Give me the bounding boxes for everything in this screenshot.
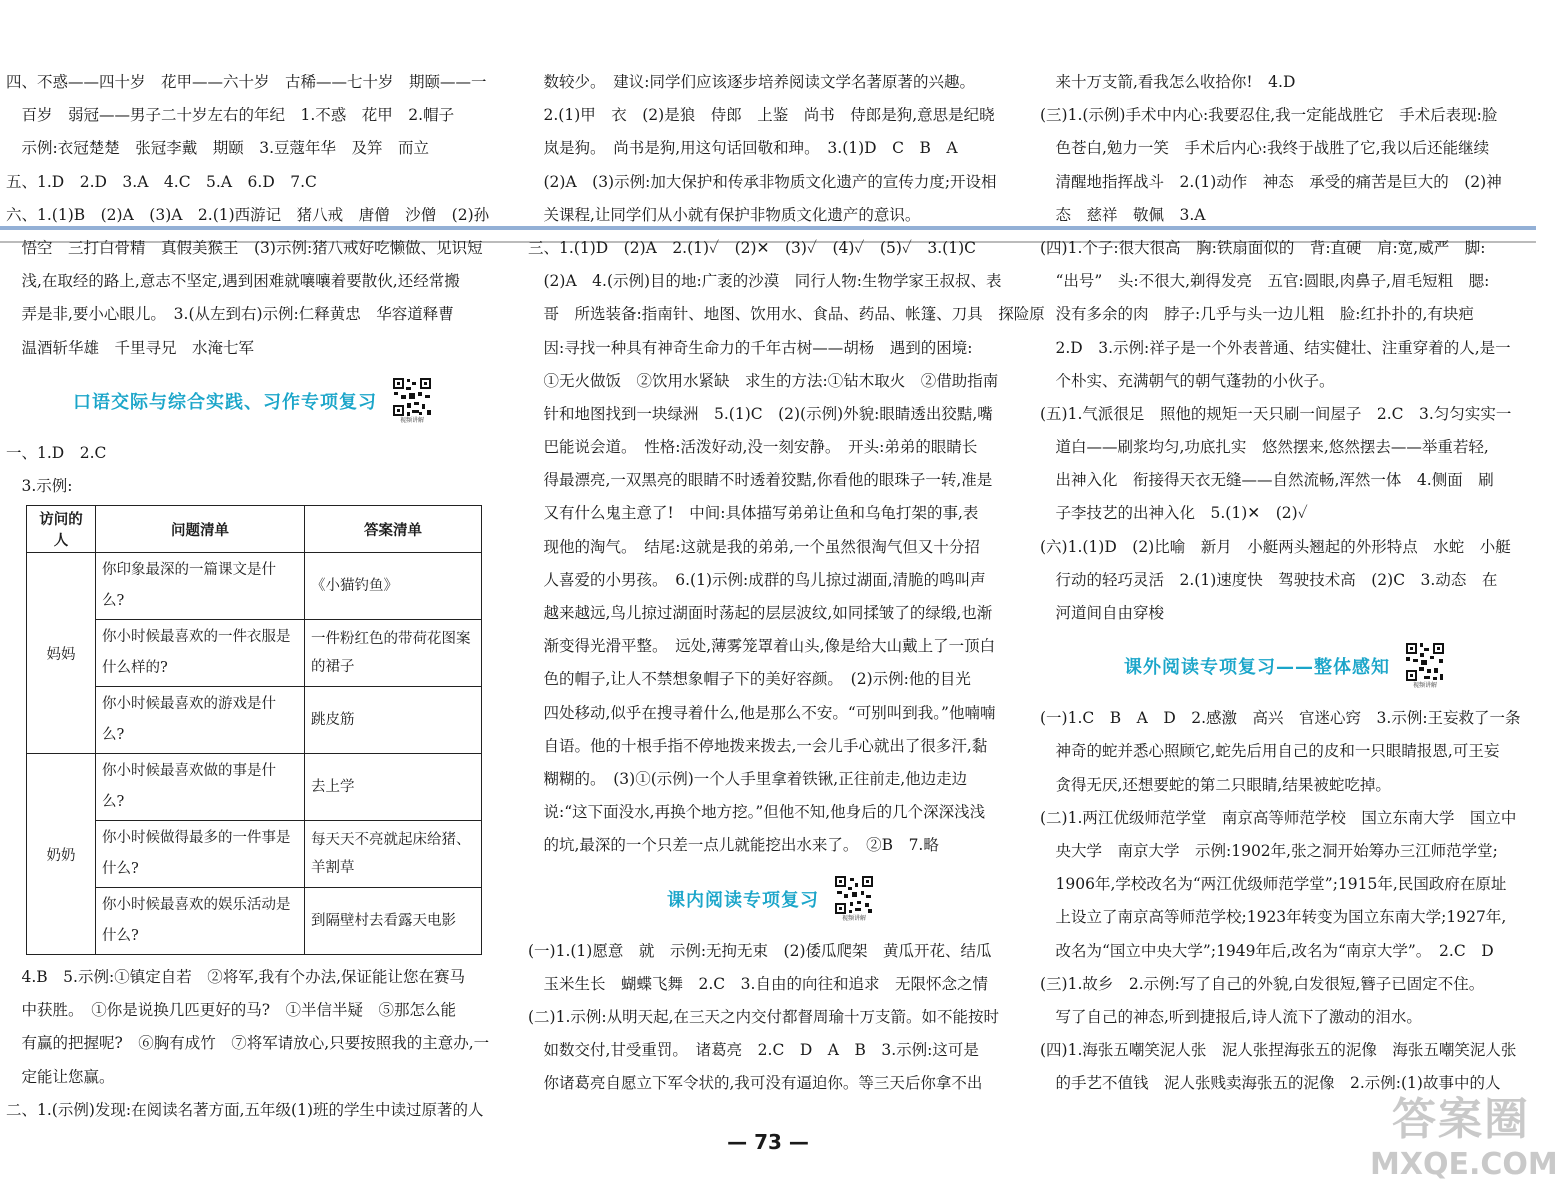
text-line: 数较少。 建议:同学们应该逐步培养阅读文学名著原著的兴趣。 [528, 73, 975, 91]
qr-caption: 视频讲解 [1412, 682, 1437, 690]
text-line: 有赢的把握呢? ⑥胸有成竹 ⑦将军请放心,只要按照我的主意办,一 [6, 1034, 490, 1053]
column-middle [528, 66, 1045, 1100]
text-line: 五、1.D 2.D 3.A 4.C 5.A 6.D 7.C [6, 172, 317, 191]
text-line: 岚是狗。 尚书是狗,用这句话回敬和珅。 3.(1)D C B A [528, 139, 958, 158]
text-line: (一)1.C B A D 2.感激 高兴 官迷心窍 3.示例:王妄救了一条 [1040, 709, 1521, 728]
text-line: 说:“这下面没水,再换个地方挖。”但他不知,他身后的几个深深浅浅 [528, 803, 986, 822]
text-line: 哥 所选装备:指南针、地图、饮用水、食品、药品、帐篷、刀具 探险原 [528, 305, 1045, 324]
text-line: 道白——刷浆均匀,功底扎实 悠然摆来,悠然摆去——举重若轻, [1040, 438, 1489, 457]
middle-top-block [528, 66, 1045, 863]
column-left [6, 66, 500, 1127]
watermark-url: MXQE.COM [1370, 1147, 1558, 1182]
text-line: 2.(1)甲 衣 (2)是狼 侍郎 上鉴 尚书 侍郎是狗,意思是纪晓 [528, 106, 995, 125]
text-line: 色的帽子,让人不禁想象帽子下的美好容颜。 (2)示例:他的目光 [528, 670, 971, 689]
text-line: (二)1.示例:从明天起,在三天之内交付都督周瑜十万支箭。如不能按时 [528, 1007, 1000, 1026]
text-line: 越来越远,鸟儿掠过湖面时荡起的层层波纹,如同揉皱了的绿缎,也渐 [528, 604, 993, 622]
section-header [528, 863, 1014, 935]
table-header: 问题清单 [96, 506, 305, 553]
text-line: 中获胜。 ①你是说换几匹更好的马? ①半信半疑 ⑤那怎么能 [6, 1001, 457, 1020]
text-line: 现他的淘气。 结尾:这就是我的弟弟,一个虽然很淘气但又十分招 [528, 537, 980, 556]
text-line: 三、1.(1)D (2)A 2.(1)✓ (2)✕ (3)✓ (4)✓ (5)✓ 3.(1)C [528, 238, 976, 257]
middle-bottom-block [528, 935, 1014, 1101]
table-header-row [27, 506, 482, 553]
table-header: 答案清单 [305, 506, 482, 553]
text-line: 写了自己的神态,听到捷报后,诗人流下了激动的泪水。 [1040, 1007, 1422, 1026]
interview-table [26, 505, 482, 955]
text-line: 弄是非,要小心眼儿。 3.(从左到右)示例:仁释黄忠 华容道释曹 [6, 305, 454, 324]
text-line: (2)A (3)示例:加大保护和传承非物质文化遗产的宣传力度;开设相 [528, 172, 997, 191]
text-line: (二)1.两江优级师范学堂 南京高等师范学校 国立东南大学 国立中 [1040, 808, 1517, 827]
right-bottom-block [1040, 702, 1530, 1100]
text-line: 一、1.D 2.C [6, 443, 107, 462]
text-line: 示例:衣冠楚楚 张冠李戴 期颐 3.豆蔻年华 及笄 而立 [6, 139, 430, 158]
text-line: 二、1.(示例)发现:在阅读名著方面,五年级(1)班的学生中读过原著的人 [6, 1100, 484, 1119]
text-line: 定能让您赢。 [6, 1067, 115, 1086]
text-line: 自语。他的十根手指不停地拨来拨去,一会儿手心就出了很多汗,黏 [528, 736, 988, 755]
text-line: 四处移动,似乎在搜寻着什么,他是那么不安。“可别叫到我。”他喃喃 [528, 703, 996, 722]
table-cell-question: 你印象最深的一篇课文是什么? [96, 553, 305, 620]
text-line: 子李技艺的出神入化 5.(1)✕ (2)✓ [1040, 504, 1308, 523]
qr-code-icon[interactable] [1404, 642, 1446, 690]
table-cell-answer: 去上学 [305, 754, 482, 821]
text-line: 温酒斩华雄 千里寻兄 水淹七军 [6, 338, 255, 357]
text-line: 改名为“国立中央大学”;1949年后,改名为“南京大学”。 2.C D [1040, 941, 1494, 960]
text-line: 态 慈祥 敬佩 3.A [1040, 205, 1206, 224]
text-line: 色苍白,勉力一笑 手术后内心:我终于战胜了它,我以后还能继续 [1040, 139, 1490, 158]
section-title: 课外阅读专项复习——整体感知 [1124, 657, 1390, 679]
text-line: 如数交付,甘受重罚。 诸葛亮 2.C D A B 3.示例:这可是 [528, 1041, 979, 1060]
text-line: 贪得无厌,还想要蛇的第二只眼睛,结果被蛇吃掉。 [1040, 775, 1391, 794]
text-line: (三)1.(示例)手术中内心:我要忍住,我一定能战胜它 手术后表现:脸 [1040, 106, 1498, 125]
text-line: 上设立了南京高等师范学校;1923年转变为国立东南大学;1927年, [1040, 908, 1507, 927]
text-line: 2.D 3.示例:祥子是一个外表普通、结实健壮、注重穿着的人,是一 [1040, 338, 1511, 357]
text-line: 玉米生长 蝴蝶飞舞 2.C 3.自由的向往和追求 无限怀念之情 [528, 974, 988, 993]
text-line: 清醒地指挥战斗 2.(1)动作 神态 承受的痛苦是巨大的 (2)神 [1040, 172, 1502, 191]
text-line: 又有什么鬼主意了! 中间:具体描写弟弟让鱼和乌龟打架的事,表 [528, 504, 979, 523]
text-line: 的坑,最深的一个只差一点儿就能挖出水来了。 ②B 7.略 [528, 836, 939, 855]
text-line: “出号” 头:不很大,剃得发亮 五官:圆眼,肉鼻子,眉毛短粗 腮: [1040, 272, 1490, 291]
section-header [6, 365, 500, 437]
table-cell-question: 你小时候最喜欢做的事是什么? [96, 754, 305, 821]
text-line: 行动的轻巧灵活 2.(1)速度快 驾驶技术高 (2)C 3.动态 在 [1040, 570, 1498, 589]
page-number: — 73 — [727, 1130, 809, 1154]
column-right [1040, 66, 1530, 1100]
section-title: 课内阅读专项复习 [667, 889, 819, 911]
section-header [1040, 630, 1530, 702]
text-line: 人喜爱的小男孩。 6.(1)示例:成群的鸟儿掠过湖面,清脆的鸣叫声 [528, 570, 986, 589]
text-line: ①无火做饭 ②饮用水紧缺 求生的方法:①钻木取火 ②借助指南 [528, 371, 999, 390]
table-cell-answer: 跳皮筋 [305, 687, 482, 754]
table-row [27, 553, 482, 620]
table-cell-answer: 到隔壁村去看露天电影 [305, 888, 482, 955]
text-line: (四)1.海张五嘲笑泥人张 泥人张捏海张五的泥像 海张五嘲笑泥人张 [1040, 1041, 1517, 1060]
table-cell-question: 你小时候最喜欢的娱乐活动是什么? [96, 888, 305, 955]
text-line: 3.示例: [6, 476, 73, 495]
table-cell-question: 你小时候最喜欢的一件衣服是什么样的? [96, 620, 305, 687]
text-line: 1906年,学校改名为“两江优级师范学堂”;1915年,民国政府在原址 [1040, 875, 1507, 894]
left-bottom-block [6, 961, 500, 1127]
text-line: 巴能说会道。 性格:活泼好动,没一刻安静。 开头:弟弟的眼睛长 [528, 438, 978, 457]
table-cell-answer: 每天天不亮就起床给猪、羊割草 [305, 821, 482, 888]
table-cell-answer: 《小猫钓鱼》 [305, 553, 482, 620]
section-title: 口语交际与综合实践、习作专项复习 [73, 391, 377, 413]
table-row [27, 754, 482, 821]
text-line: 河道间自由穿梭 [1040, 604, 1165, 622]
text-line: 神奇的蛇并悉心照顾它,蛇先后用自己的皮和一只眼睛报恩,可王妄 [1040, 742, 1500, 761]
table-cell-person: 奶奶 [27, 754, 96, 955]
left-top-block [6, 66, 500, 365]
text-line: 得最漂亮,一双黑亮的眼睛不时透着狡黠,你看他的眼珠子一转,准是 [528, 471, 993, 490]
text-line: (三)1.故乡 2.示例:写了自己的外貌,白发很短,簪子已固定不住。 [1040, 974, 1485, 993]
table-row [27, 687, 482, 754]
text-line: 出神入化 衔接得天衣无缝——自然流畅,浑然一体 4.侧面 刷 [1040, 471, 1494, 490]
text-line: (四)1.个子:很大很高 胸:铁扇面似的 背:直硬 肩:宽,威严 脚: [1040, 238, 1486, 257]
text-line: 六、1.(1)B (2)A (3)A 2.(1)西游记 猪八戒 唐僧 沙僧 (2)孙 [6, 205, 490, 224]
text-line: 四、不惑——四十岁 花甲——六十岁 古稀——七十岁 期颐——一 [6, 73, 487, 91]
text-line: 关课程,让同学们从小就有保护非物质文化遗产的意识。 [528, 205, 921, 224]
text-line: 来十万支箭,看我怎么收拾你! 4.D [1040, 73, 1296, 91]
text-line: (五)1.气派很足 照他的规矩一天只刷一间屋子 2.C 3.匀匀实实一 [1040, 404, 1512, 423]
text-line: 百岁 弱冠——男子二十岁左右的年纪 1.不惑 花甲 2.帽子 [6, 106, 455, 125]
table-row [27, 620, 482, 687]
text-line: (六)1.(1)D (2)比喻 新月 小艇两头翘起的外形特点 水蛇 小艇 [1040, 537, 1511, 556]
table-cell-question: 你小时候做得最多的一件事是什么? [96, 821, 305, 888]
qr-code-icon[interactable] [833, 875, 875, 923]
text-line: 糊糊的。 (3)①(示例)一个人手里拿着铁锹,正往前走,他边走边 [528, 769, 968, 788]
text-line: 针和地图找到一块绿洲 5.(1)C (2)(示例)外貌:眼睛透出狡黠,嘴 [528, 404, 993, 423]
qr-caption: 视频讲解 [399, 416, 424, 424]
left-mid-block [6, 437, 500, 503]
text-line: 因:寻找一种具有神奇生命力的千年古树——胡杨 遇到的困境: [528, 338, 973, 357]
table-row [27, 821, 482, 888]
table-header: 访问的人 [27, 506, 96, 553]
text-line: (2)A 4.(示例)目的地:广袤的沙漠 同行人物:生物学家王叔叔、表 [528, 272, 1002, 291]
text-line: 个朴实、充满朝气的朝气蓬勃的小伙子。 [1040, 371, 1335, 390]
text-line: 没有多余的肉 脖子:几乎与头一边儿粗 脸:红扑扑的,有块疤 [1040, 305, 1474, 324]
text-line: 央大学 南京大学 示例:1902年,张之洞开始筹办三江师范学堂; [1040, 841, 1498, 860]
table-cell-answer: 一件粉红色的带荷花图案的裙子 [305, 620, 482, 687]
table-row [27, 888, 482, 955]
text-line: 渐变得光滑平整。 远处,薄雾笼罩着山头,像是给大山戴上了一顶白 [528, 637, 996, 656]
text-line: 的手艺不值钱 泥人张贱卖海张五的泥像 2.示例:(1)故事中的人 [1040, 1074, 1501, 1093]
watermark-logo [1370, 1094, 1558, 1192]
qr-caption: 视频讲解 [841, 914, 866, 922]
watermark-text: 答案圈 [1392, 1094, 1530, 1145]
right-top-block [1040, 66, 1530, 630]
table-cell-person: 妈妈 [27, 553, 96, 754]
text-line: 悟空 三打白骨精 真假美猴王 (3)示例:猪八戒好吃懒做、见识短 [6, 238, 483, 257]
text-line: 浅,在取经的路上,意志不坚定,遇到困难就嚷嚷着要散伙,还经常搬 [6, 272, 460, 291]
text-line: (一)1.(1)愿意 就 示例:无拘无束 (2)倭瓜爬架 黄瓜开花、结瓜 [528, 941, 992, 960]
text-line: 4.B 5.示例:①镇定自若 ②将军,我有个办法,保证能让您在赛马 [6, 968, 466, 987]
table-cell-question: 你小时候最喜欢的游戏是什么? [96, 687, 305, 754]
text-line: 你诸葛亮自愿立下军令状的,我可没有逼迫你。等三天后你拿不出 [528, 1074, 983, 1093]
qr-code-icon[interactable] [391, 377, 433, 425]
